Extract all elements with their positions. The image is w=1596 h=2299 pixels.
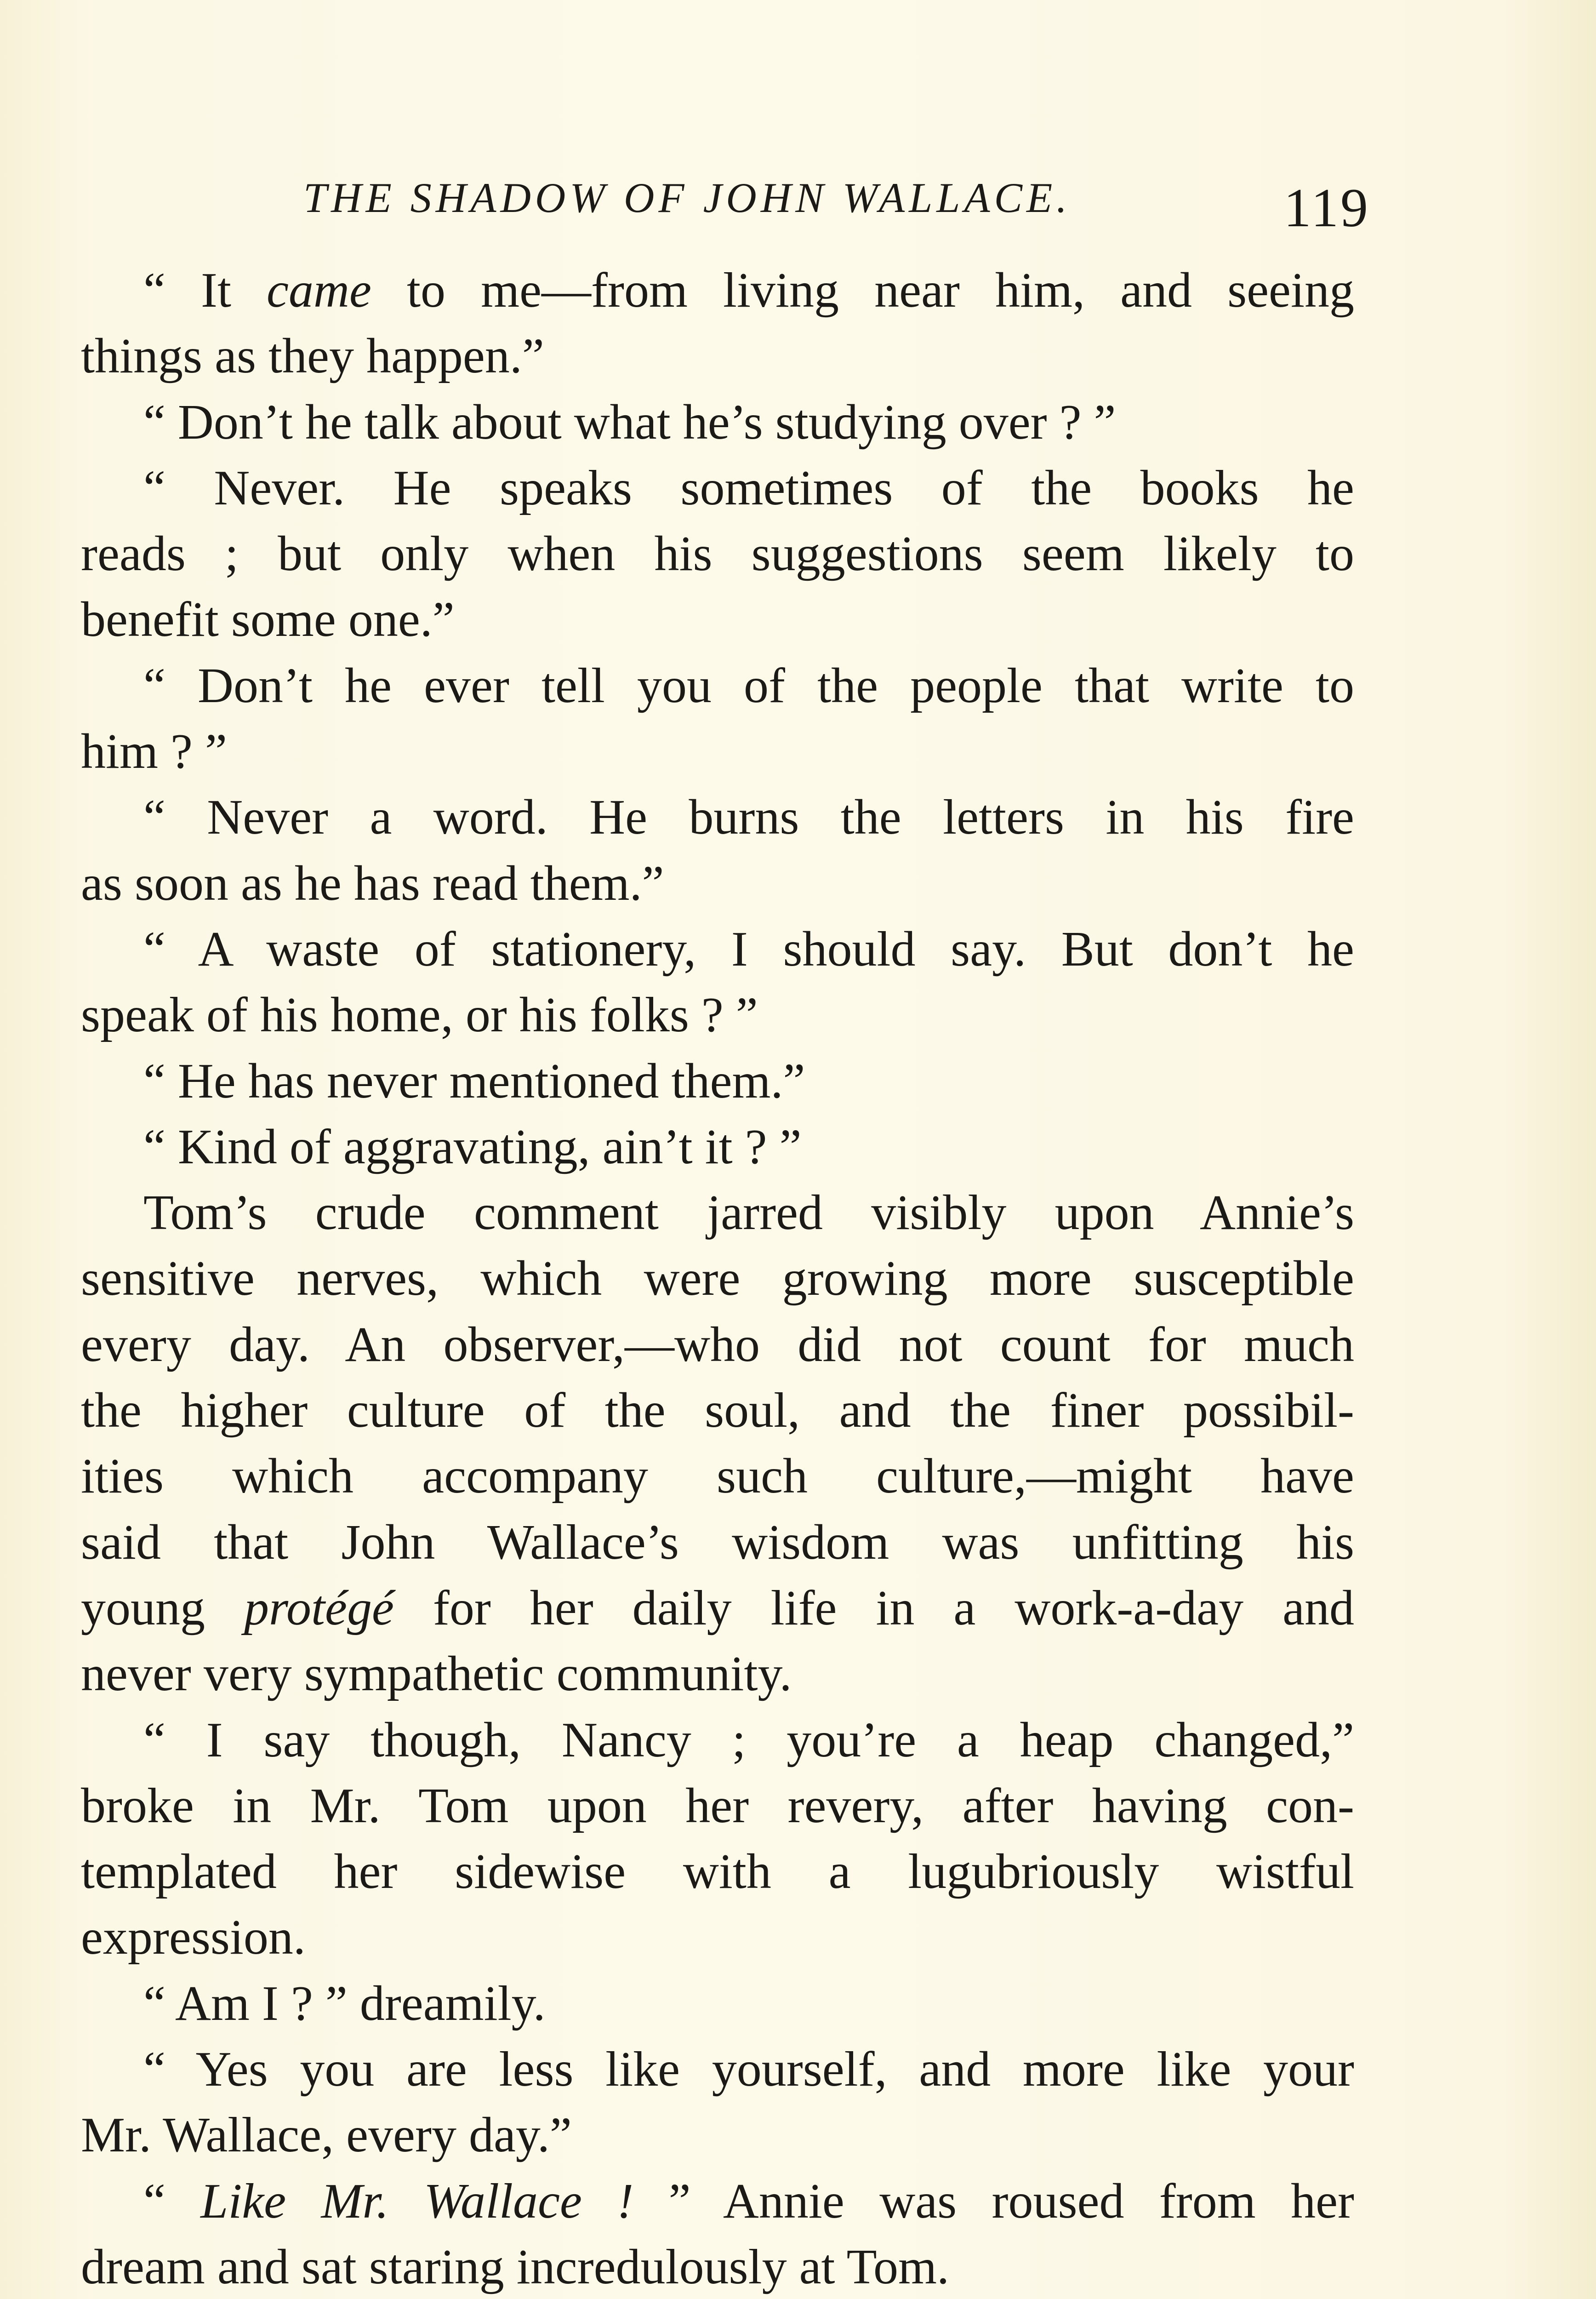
text-line: never very sympathetic community. — [81, 1647, 792, 1702]
text-line: “ Like Mr. Wallace ! ” Annie was roused from her — [143, 2173, 1354, 2229]
page-header — [303, 166, 1370, 238]
body-text — [81, 257, 1354, 2299]
text-line: “ Don’t he ever tell you of the people that write to — [143, 658, 1354, 713]
italic-emphasis: protégé — [244, 1580, 394, 1636]
text-line: “ He has never mentioned them.” — [143, 1053, 805, 1109]
text-line: sensitive nerves, which were growing more susceptible — [81, 1251, 1354, 1306]
running-head: THE SHADOW OF JOHN WALLACE. — [303, 174, 1072, 221]
text-line: ities which accompany such culture,—might have — [81, 1449, 1354, 1504]
text-line: “ Never a word. He burns the letters in his fire — [143, 790, 1354, 845]
text-line: speak of his home, or his folks ? ” — [81, 988, 758, 1043]
text-line: him ? ” — [81, 724, 227, 779]
text-line: “ Kind of aggravating, ain’t it ? ” — [143, 1119, 802, 1174]
italic-emphasis: came — [267, 263, 371, 318]
text-line: “ Don’t he talk about what he’s studying over ? ” — [143, 395, 1116, 450]
text-line: “ Am I ? ” dreamily. — [143, 1976, 546, 2031]
text-line: as soon as he has read them.” — [81, 856, 664, 911]
text-line: Tom’s crude comment jarred visibly upon Annie’s — [143, 1185, 1354, 1241]
text-line: the higher culture of the soul, and the finer possibil- — [81, 1383, 1354, 1438]
text-line: “ It came to me—from living near him, and seeing — [143, 263, 1354, 318]
text-line: “ I say though, Nancy ; you’re a heap changed,” — [143, 1712, 1354, 1767]
text-line: expression. — [81, 1910, 306, 1965]
text-line: young protégé for her daily life in a work-a-day and — [81, 1580, 1355, 1636]
italic-emphasis: Like Mr. Wallace ! — [200, 2173, 634, 2229]
text-line: said that John Wallace’s wisdom was unfitting his — [81, 1515, 1354, 1570]
text-line: every day. An observer,—who did not count for much — [81, 1317, 1354, 1372]
page-number: 119 — [1283, 177, 1370, 238]
text-line: things as they happen.” — [81, 329, 544, 384]
text-line: reads ; but only when his suggestions seem likely to — [81, 526, 1354, 582]
text-line: benefit some one.” — [81, 592, 455, 647]
text-line: “ Never. He speaks sometimes of the books he — [143, 460, 1354, 515]
text-line: broke in Mr. Tom upon her revery, after having con- — [81, 1778, 1354, 1833]
text-line: “ A waste of stationery, I should say. But don’t he — [143, 921, 1354, 977]
text-line: “ Yes you are less like yourself, and more like your — [143, 2042, 1354, 2097]
text-line: Mr. Wallace, every day.” — [81, 2108, 572, 2163]
text-line: templated her sidewise with a lugubriously wistful — [81, 1844, 1354, 1899]
text-line: dream and sat staring incredulously at Tom. — [81, 2239, 949, 2294]
